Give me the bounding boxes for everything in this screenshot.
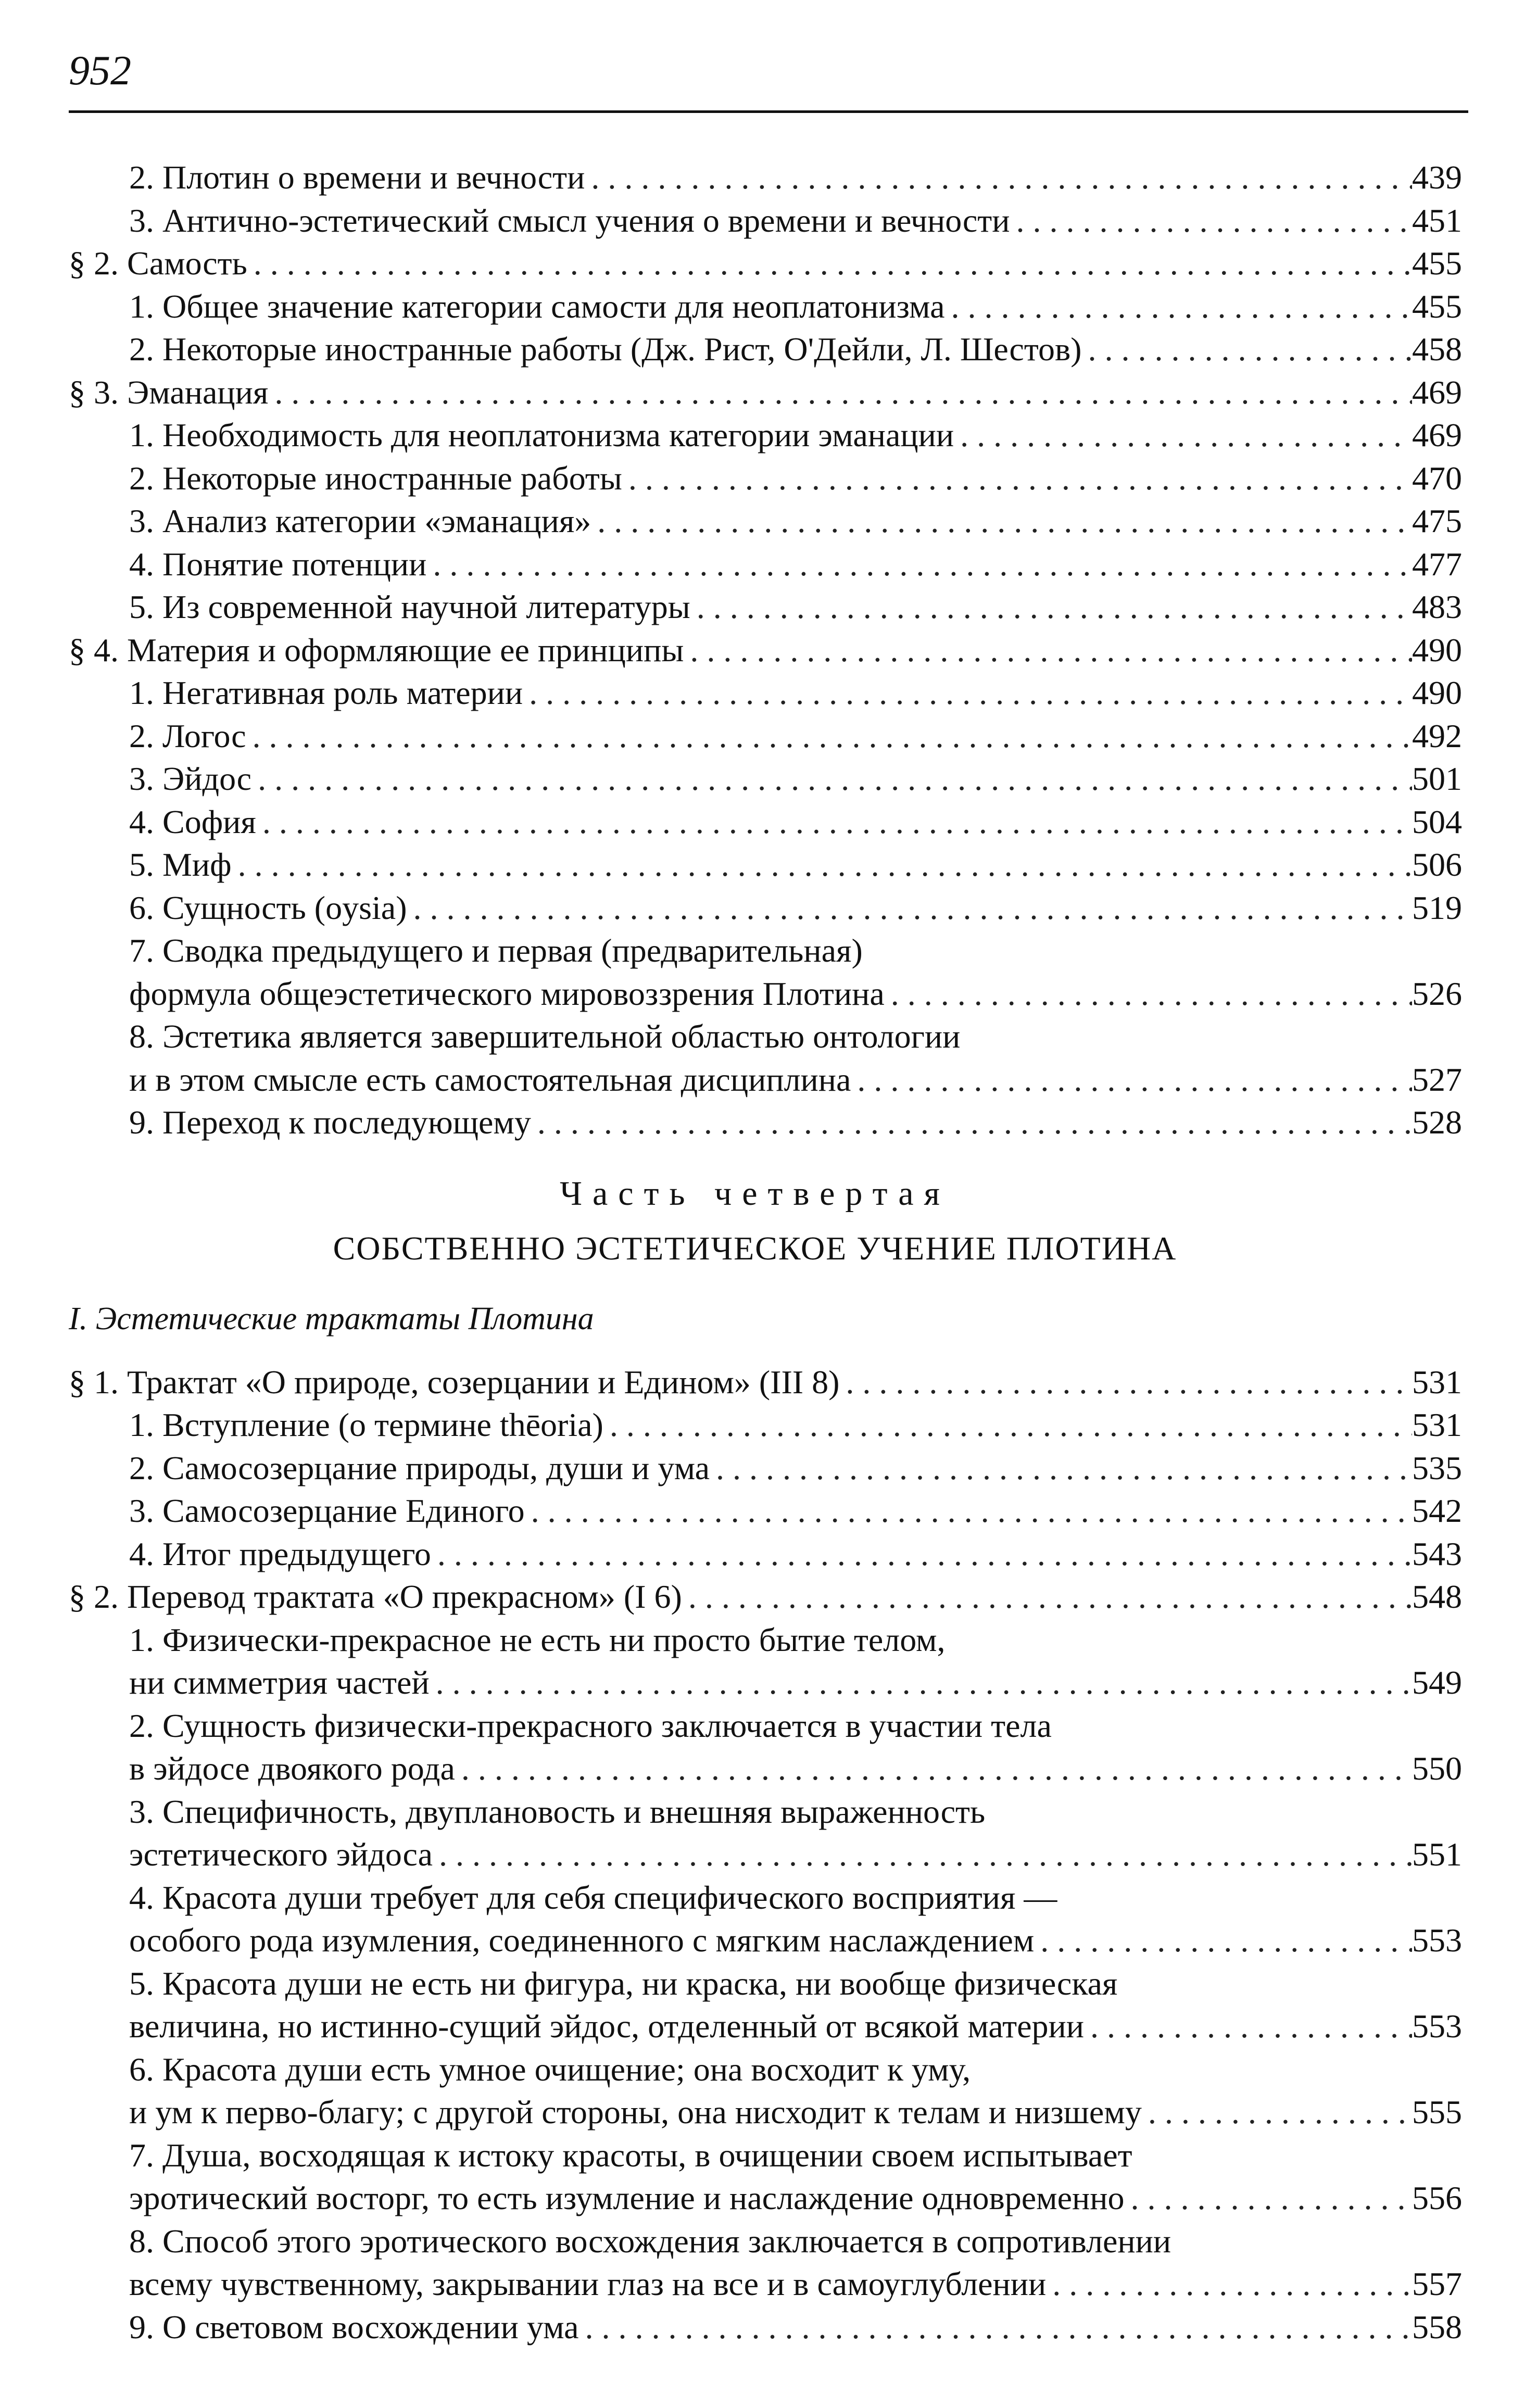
toc-leader-dots [710, 1447, 1412, 1490]
toc-entry-page: 490 [1412, 674, 1462, 711]
toc-leader-dots [591, 500, 1412, 543]
toc-entry-title: 2. Самосозерцание природы, души и ума [129, 1449, 710, 1486]
toc-leader-dots [1142, 2091, 1412, 2134]
toc-entry-title: § 2. Перевод трактата «О прекрасном» (I 6) [69, 1578, 682, 1615]
toc-entry-line: 7. Сводка предыдущего и первая (предварительная) [129, 932, 863, 969]
toc-entry-line: 1. Физически-прекрасное не есть ни просто бытие телом, [129, 1621, 946, 1658]
toc-entry-title: эротический восторг, то есть изумление и наслаждение одновременно [129, 2179, 1125, 2216]
toc-entry-title: в эйдосе двоякого рода [129, 1750, 455, 1787]
toc-leader-dots [885, 973, 1412, 1016]
toc-entry-page: 483 [1412, 588, 1462, 625]
toc-entry-line: 6. Красота души есть умное очищение; она восходит к уму, [129, 2050, 971, 2088]
toc-leader-dots [690, 586, 1412, 629]
toc-entry-title: 6. Сущность (oysia) [129, 889, 407, 926]
section-heading: I. Эстетические трактаты Плотина [69, 1301, 594, 1337]
toc-leader-dots [246, 715, 1412, 758]
toc-leader-dots [839, 1361, 1412, 1404]
toc-entry-title: формула общеэстетического мировоззрения Плотина [129, 975, 885, 1012]
toc-entry-line: 3. Специфичность, двуплановость и внешняя выраженность [129, 1793, 986, 1830]
toc-entry [69, 2177, 1462, 2220]
toc-entry-page: 490 [1412, 631, 1462, 669]
toc-entry-page: 458 [1412, 331, 1462, 368]
toc-entry [69, 328, 1462, 371]
toc-entry-title: ни симметрия частей [129, 1664, 430, 1701]
toc-entry [69, 2005, 1462, 2048]
toc-entry-line: 8. Способ этого эротического восхождения заключается в сопротивлении [129, 2222, 1171, 2260]
toc-leader-dots [603, 1404, 1412, 1447]
toc-entry-page: 469 [1412, 373, 1462, 411]
toc-entry-page: 492 [1412, 717, 1462, 754]
toc-entry [69, 1101, 1462, 1144]
toc-entry [69, 242, 1462, 285]
toc-entry-title: § 3. Эманация [69, 373, 269, 411]
toc-entry-page: 556 [1412, 2179, 1462, 2216]
toc-leader-dots [954, 414, 1412, 457]
toc-group-c [69, 1619, 1462, 2306]
toc-entry [69, 1747, 1462, 1791]
toc-entry-page: 542 [1412, 1492, 1462, 1529]
toc-entry-title: 1. Необходимость для неоплатонизма категории эманации [129, 417, 954, 453]
toc-entry-page: 477 [1412, 545, 1462, 583]
toc-entry-title: величина, но истинно-сущий эйдос, отделенный от всякой материи [129, 2008, 1085, 2045]
toc-entry-page: 531 [1412, 1363, 1462, 1401]
toc-entry-title: 4. Итог предыдущего [129, 1535, 431, 1572]
toc-leader-dots [232, 843, 1412, 887]
toc-entry [69, 414, 1462, 457]
page-number: 952 [69, 48, 131, 94]
toc-entry-line: 4. Красота души требует для себя специфического восприятия — [129, 1879, 1057, 1916]
toc-entry-title: § 4. Материя и оформляющие ее принципы [69, 631, 684, 669]
toc-entry-page: 455 [1412, 287, 1462, 325]
toc-entry-page: 475 [1412, 502, 1462, 539]
toc-leader-dots [579, 2306, 1412, 2349]
toc-entry-title: 1. Вступление (о термине thēoria) [129, 1406, 603, 1443]
toc-entry [69, 1447, 1462, 1490]
toc-entry-page: 557 [1412, 2265, 1462, 2302]
toc-entry-page: 549 [1412, 1664, 1462, 1701]
toc-leader-dots [684, 629, 1412, 672]
toc-entry [69, 1058, 1462, 1102]
toc-entry-page: 455 [1412, 245, 1462, 282]
toc-entry [69, 1919, 1462, 1962]
toc-leader-dots [426, 543, 1412, 586]
toc-entry-page: 550 [1412, 1750, 1462, 1787]
toc-entry-title: § 1. Трактат «О природе, созерцании и Едином» (III 8) [69, 1363, 840, 1401]
toc-entry-page: 528 [1412, 1104, 1462, 1141]
toc-entry-page: 527 [1412, 1061, 1462, 1098]
toc-entry [69, 371, 1462, 414]
toc-entry [69, 1833, 1462, 1876]
toc-entry-title: 5. Из современной научной литературы [129, 588, 690, 625]
toc-entry-title: 3. Антично-эстетический смысл учения о времени и вечности [129, 201, 1010, 239]
toc-entry-title: особого рода изумления, соединенного с мягким наслаждением [129, 1922, 1035, 1959]
toc-entry-title: и ум к перво-благу; с другой стороны, она нисходит к телам и низшему [129, 2094, 1142, 2130]
toc-entry-title: 1. Негативная роль материи [129, 674, 523, 711]
toc-entry [69, 1490, 1462, 1533]
toc-leader-dots [1081, 328, 1412, 371]
toc-entry-title: эстетического эйдоса [129, 1836, 433, 1873]
toc-entry-page: 555 [1412, 2094, 1462, 2130]
toc-entry [69, 1533, 1462, 1576]
toc-entry-title: всему чувственному, закрывании глаз на все и в самоуглублении [129, 2265, 1047, 2302]
toc-entry-title: § 2. Самость [69, 245, 247, 282]
toc-group-a [69, 156, 1462, 929]
toc-entry [69, 285, 1462, 329]
toc-entry [69, 973, 1462, 1016]
toc-entry-title: 5. Миф [129, 846, 232, 883]
toc-entry-line: 8. Эстетика является завершительной областью онтологии [129, 1018, 961, 1055]
toc-entry-title: 4. София [129, 803, 256, 840]
toc-leader-dots [1084, 2005, 1412, 2048]
toc-entry [69, 457, 1462, 500]
toc-leader-dots [622, 457, 1412, 500]
toc-entry-title: 3. Анализ категории «эманация» [129, 502, 591, 539]
toc-leader-dots [1010, 199, 1412, 243]
table-of-contents [69, 156, 1462, 2349]
toc-entry [69, 672, 1462, 715]
toc-entry-page: 519 [1412, 889, 1462, 926]
toc-leader-dots [682, 1575, 1412, 1619]
toc-leader-dots [268, 371, 1412, 414]
toc-leader-dots [431, 1533, 1412, 1576]
toc-entry-page: 531 [1412, 1406, 1462, 1443]
toc-entry-title: 2. Некоторые иностранные работы (Дж. Рист, О'Дейли, Л. Шестов) [129, 331, 1082, 368]
toc-leader-dots [407, 887, 1413, 930]
toc-entry [69, 543, 1462, 586]
header-rule [69, 110, 1468, 113]
toc-leader-dots [455, 1747, 1412, 1791]
toc-leader-dots [430, 1661, 1412, 1705]
toc-entry-title: 2. Некоторые иностранные работы [129, 459, 622, 497]
toc-entry-page: 553 [1412, 2008, 1462, 2045]
toc-entry [69, 715, 1462, 758]
toc-entry [69, 1661, 1462, 1705]
toc-leader-dots [944, 285, 1412, 329]
toc-entry-page: 451 [1412, 201, 1462, 239]
toc-entry [69, 156, 1462, 199]
toc-entry-line: 2. Сущность физически-прекрасного заключается в участии тела [129, 1707, 1052, 1744]
toc-leader-dots [1046, 2263, 1412, 2306]
toc-leader-dots [525, 1490, 1412, 1533]
toc-leader-dots [433, 1833, 1412, 1876]
part-title: СОБСТВЕННО ЭСТЕТИЧЕСКОЕ УЧЕНИЕ ПЛОТИНА [333, 1229, 1177, 1267]
toc-entry-title: 2. Логос [129, 717, 246, 754]
toc-entry-title: 3. Эйдос [129, 760, 252, 797]
toc-entry-page: 548 [1412, 1578, 1462, 1615]
toc-entry-page: 439 [1412, 159, 1462, 196]
part-label: Часть четвертая [560, 1174, 950, 1213]
toc-entry-page: 535 [1412, 1449, 1462, 1486]
toc-entry-page: 558 [1412, 2308, 1462, 2346]
toc-leader-dots [1034, 1919, 1412, 1962]
toc-entry-page: 506 [1412, 846, 1462, 883]
toc-entry-page: 501 [1412, 760, 1462, 797]
toc-entry [69, 758, 1462, 801]
toc-entry-page: 469 [1412, 417, 1462, 453]
toc-group-b [69, 1361, 1462, 1619]
toc-entry [69, 199, 1462, 243]
toc-entry [69, 843, 1462, 887]
toc-leader-dots [851, 1058, 1412, 1102]
toc-entry [69, 801, 1462, 844]
toc-entry [69, 2091, 1462, 2134]
toc-entry-page: 504 [1412, 803, 1462, 840]
toc-entry [69, 2306, 1462, 2349]
toc-entry [69, 1404, 1462, 1447]
toc-entry [69, 629, 1462, 672]
toc-leader-dots [523, 672, 1412, 715]
toc-entry-title: 4. Понятие потенции [129, 545, 427, 583]
toc-entry-line: 5. Красота души не есть ни фигура, ни краска, ни вообще физическая [129, 1964, 1118, 2002]
toc-leader-dots [251, 758, 1412, 801]
toc-leader-dots [256, 801, 1412, 844]
toc-entry-title: 9. О световом восхождении ума [129, 2308, 579, 2346]
toc-entry-title: 2. Плотин о времени и вечности [129, 159, 585, 196]
toc-leader-dots [585, 156, 1412, 199]
toc-entry-page: 543 [1412, 1535, 1462, 1572]
toc-entry-line: 7. Душа, восходящая к истоку красоты, в очищении своем испытывает [129, 2136, 1132, 2174]
toc-entry-title: и в этом смысле есть самостоятельная дисциплина [129, 1061, 851, 1098]
toc-entry-title: 9. Переход к последующему [129, 1104, 531, 1141]
toc-leader-dots [247, 242, 1412, 285]
toc-entry-page: 470 [1412, 459, 1462, 497]
toc-leader-dots [1125, 2177, 1413, 2220]
toc-leader-dots [531, 1101, 1412, 1144]
toc-entry-title: 1. Общее значение категории самости для неоплатонизма [129, 287, 945, 325]
toc-entry [69, 500, 1462, 543]
toc-entry [69, 2263, 1462, 2306]
toc-entry-page: 551 [1412, 1836, 1462, 1873]
toc-entry [69, 887, 1462, 930]
toc-entry [69, 1575, 1462, 1619]
toc-entry-title: 3. Самосозерцание Единого [129, 1492, 525, 1529]
toc-entry [69, 586, 1462, 629]
toc-entry-page: 553 [1412, 1922, 1462, 1959]
toc-entry-page: 526 [1412, 975, 1462, 1012]
toc-entry [69, 1361, 1462, 1404]
